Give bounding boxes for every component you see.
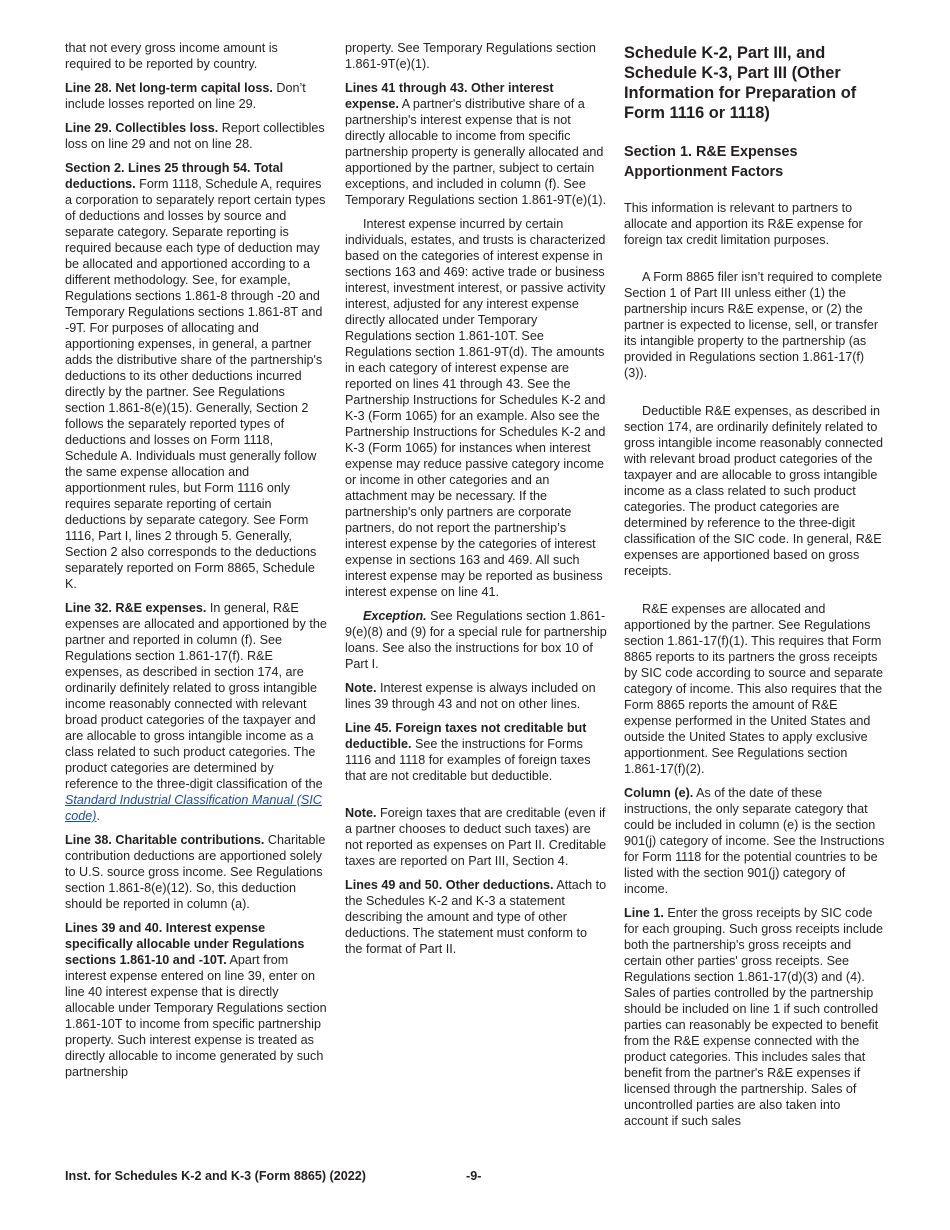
note1-heading: Note. <box>345 681 377 695</box>
continuation-text: property. See Temporary Regulations section 1.861-9T(e)(1). <box>345 41 596 71</box>
part3-heading: Schedule K-2, Part III, and Schedule K-3, Part III (Other Information for Preparation of Form 1116 or 1118) <box>624 44 857 122</box>
note2-paragraph <box>345 805 607 869</box>
line1-paragraph <box>624 905 886 1129</box>
line28-heading: Line 28. Net long-term capital loss. <box>65 81 273 95</box>
column-3 <box>624 40 886 1137</box>
column-e-paragraph <box>624 785 886 897</box>
line41-heading: Lines 41 through 43. Other interest expense. <box>345 81 554 111</box>
line49-body: Attach to the Schedules K-2 and K-3 a statement describing the amount and type of other deductions. The statement must conform to the format of Part II. <box>345 878 607 956</box>
column-e-body: As of the date of these instructions, the only separate category that could be included in column (e) is the section 901(j) category of income. See the Instructions for Form 1118 for the potential countries to be listed with the section 901(j) category of income. <box>624 786 885 896</box>
footer-title: Inst. for Schedules K-2 and K-3 (Form 8865) (2022) <box>65 1169 366 1183</box>
line41-body: A partner's distributive share of a partnership's interest expense that is not directly allocable to income from specific partnership property is generally allocated and apportioned by the partner, subject to certain exceptions, and included in column (f). See Temporary Regulations section 1.861-9T(e)(1). <box>345 97 607 207</box>
exception-heading: Exception. <box>363 609 427 623</box>
line41-paragraph <box>345 80 607 208</box>
deductible-rne-paragraph: Deductible R&E expenses, as described in section 174, are ordinarily definitely related to gross intangible income reasonably connected with relevant broad product categories of the taxpayer and are allocable to gross intangible income as a class related to such product categories. The product categories are determined by reference to the three-digit classification of the SIC code. In general, R&E expenses are apportioned based on gross receipts. <box>624 404 884 578</box>
line29-body: Report collectibles loss on line 29 and not on line 28. <box>65 121 325 151</box>
line29-heading: Line 29. Collectibles loss. <box>65 121 219 135</box>
section2-body: Form 1118, Schedule A, requires a corporation to separately report certain types of deductions and losses by source and separate category. Separate reporting is required because each type of deduction may be allocated and apportioned according to a different methodology. See, for example, Regulations sections 1.861-8 through -20 and Temporary Regulations sections 1.861-8T and -9T. For purposes of allocating and apportioning expenses, in general, a partner adds the distributive share of the partnership's deductions to its other deductions incurred directly by the partner. See Regulations section 1.861-8(e)(15). Generally, Section 2 follows the separately reported types of deductions and losses on Form 1118, Schedule A. Individuals must generally follow the same expense allocation and apportionment rules, but Form 1116 only requires separate reporting of certain deductions by separate category. See Form 1116, Part I, lines 2 through 5. Generally, Section 2 also corresponds to the deductions separately reported on Form 8865, Schedule K. <box>65 177 326 591</box>
line1-body: Enter the gross receipts by SIC code for each grouping. Such gross receipts include both the partnership's gross receipts and certain other parties' gross receipts. See Regulations section 1.861-17(d)(3) and (4). Sales of parties controlled by the partnership should be included on line 1 if such controlled parties can reasonably be expected to benefit from the R&E expense connected with the product categories. This includes sales that benefit from the partner's R&E expenses if licensed through the partnership. Sales of uncontrolled parties are also taken into account if such sales <box>624 906 884 1128</box>
line39-heading: Lines 39 and 40. Interest expense specifically allocable under Regulations sections 1.861-10 and -10T. <box>65 921 305 967</box>
line38-paragraph <box>65 832 327 912</box>
column-1 <box>65 40 327 1088</box>
line45-heading: Line 45. Foreign taxes not creditable but deductible. <box>345 721 587 751</box>
line38-body: Charitable contribution deductions are apportioned solely to U.S. source gross income. See Regulations section 1.861-8(e)(12). So, this deduction should be reported in column (a). <box>65 833 326 911</box>
note1-paragraph <box>345 680 607 712</box>
rne-relevance-paragraph: This information is relevant to partners to allocate and apportion its R&E expense for foreign tax credit limitation purposes. <box>624 201 863 247</box>
exception-paragraph <box>345 608 607 672</box>
line39-paragraph <box>65 920 327 1080</box>
note2-body: Foreign taxes that are creditable (even if a partner chooses to deduct such taxes) are not reported as expenses on Part II. Creditable taxes are reported on Part III, Section 4. <box>345 806 607 868</box>
section2-paragraph <box>65 160 327 592</box>
line32-paragraph: Line 32. R&E expenses. In general, R&E expenses are allocated and apportioned by the partner and reported in column (f). See Regulations section 1.861-17(f). R&E expenses, as described in section 174, are ordinarily definitely related to gross intangible income reasonably connected with relevant broad product categories of the taxpayer and are allocable to gross intangible income as a class related to such product categories. The product categories are determined by reference to the three-digit classification of the Standard Industrial Classification Manual (SIC code). <box>65 601 327 823</box>
line45-body: See the instructions for Forms 1116 and 1118 for examples of foreign taxes that are not creditable but deductible. <box>345 737 591 783</box>
exception-body: See Regulations section 1.861-9(e)(8) and (9) for a special rule for partnership loans. See also the instructions for box 10 of Part I. <box>345 609 607 671</box>
sic-manual-link[interactable]: Standard Industrial Classification Manual (SIC code) <box>65 793 322 823</box>
note2-heading: Note. <box>345 806 377 820</box>
line39-body: Apart from interest expense entered on line 39, enter on line 40 interest expense that is directly allocable under Temporary Regulations section 1.861-10T to income from specific partnership property. Such interest expense is treated as directly allocable to income generated by such partnership <box>65 953 327 1079</box>
page-number: -9- <box>466 1169 482 1183</box>
line45-paragraph <box>345 720 607 784</box>
column-2 <box>345 40 607 965</box>
line38-heading: Line 38. Charitable contributions. <box>65 833 265 847</box>
line1-heading: Line 1. <box>624 906 664 920</box>
line28-body: Don’t include losses reported on line 29. <box>65 81 306 111</box>
line28-paragraph <box>65 80 327 112</box>
section2-heading: Section 2. Lines 25 through 54. Total deductions. <box>65 161 284 191</box>
line32-body: In general, R&E expenses are allocated and apportioned by the partner and reported in column (f). See Regulations section 1.861-17(f). R&E expenses, as described in section 174, are ordinarily definitely related to gross intangible income reasonably connected with relevant broad product categories of the taxpayer and are allocable to gross intangible income as a class related to such product categories. The product categories are determined by reference to the three-digit classification of the <box>65 601 327 791</box>
line29-paragraph <box>65 120 327 152</box>
note1-body: Interest expense is always included on lines 39 through 43 and not on other lines. <box>345 681 596 711</box>
line49-paragraph <box>345 877 607 957</box>
section1-heading: Section 1. R&E Expenses Apportionment Factors <box>624 144 798 180</box>
rne-allocation-paragraph: R&E expenses are allocated and apportioned by the partner. See Regulations section 1.861-17(f)(1). This requires that Form 8865 reports to its partners the gross receipts by SIC code according to source and separate category of income. This also requires that the Form 8865 reports the amount of R&E expense performed in the United States and outside the United States to apply exclusive apportionment. See Regulations section 1.861-17(f)(2). <box>624 602 884 776</box>
line49-heading: Lines 49 and 50. Other deductions. <box>345 878 554 892</box>
line32-heading: Line 32. R&E expenses. <box>65 601 207 615</box>
column-e-heading: Column (e). <box>624 786 694 800</box>
form8865-filer-paragraph: A Form 8865 filer isn’t required to complete Section 1 of Part III unless either (1) the partnership incurs R&E expense, or (2) the partner is expected to license, sell, or transfer its intangible property to the partnership (as provided in Regulations section 1.861-17(f)(3)). <box>624 270 883 380</box>
intro-text: that not every gross income amount is required to be reported by country. <box>65 41 278 71</box>
interest-expense-paragraph: Interest expense incurred by certain individuals, estates, and trusts is characterized based on the categories of interest expense in sections 163 and 469: active trade or business interest, investment interest, or passive activity interest, adjusted for any interest expense directly allocated under Temporary Regulations section 1.861-10T. See Regulations section 1.861-9T(d). The amounts in each category of interest expense are reported on lines 41 through 43. See the Partnership Instructions for Schedules K-2 and K-3 (Form 1065) for an example. Also see the Partnership Instructions for Schedules K-2 and K-3 (Form 1065) for instances when interest expense may reduce passive category income or income in other categories and an attachment may be necessary. If the partnership's only partners are corporate partners, do not report the partnership’s interest expense by the categories of interest expense in sections 163 and 469. All such interest expense may be reported as business interest expense on line 41. <box>345 217 606 599</box>
